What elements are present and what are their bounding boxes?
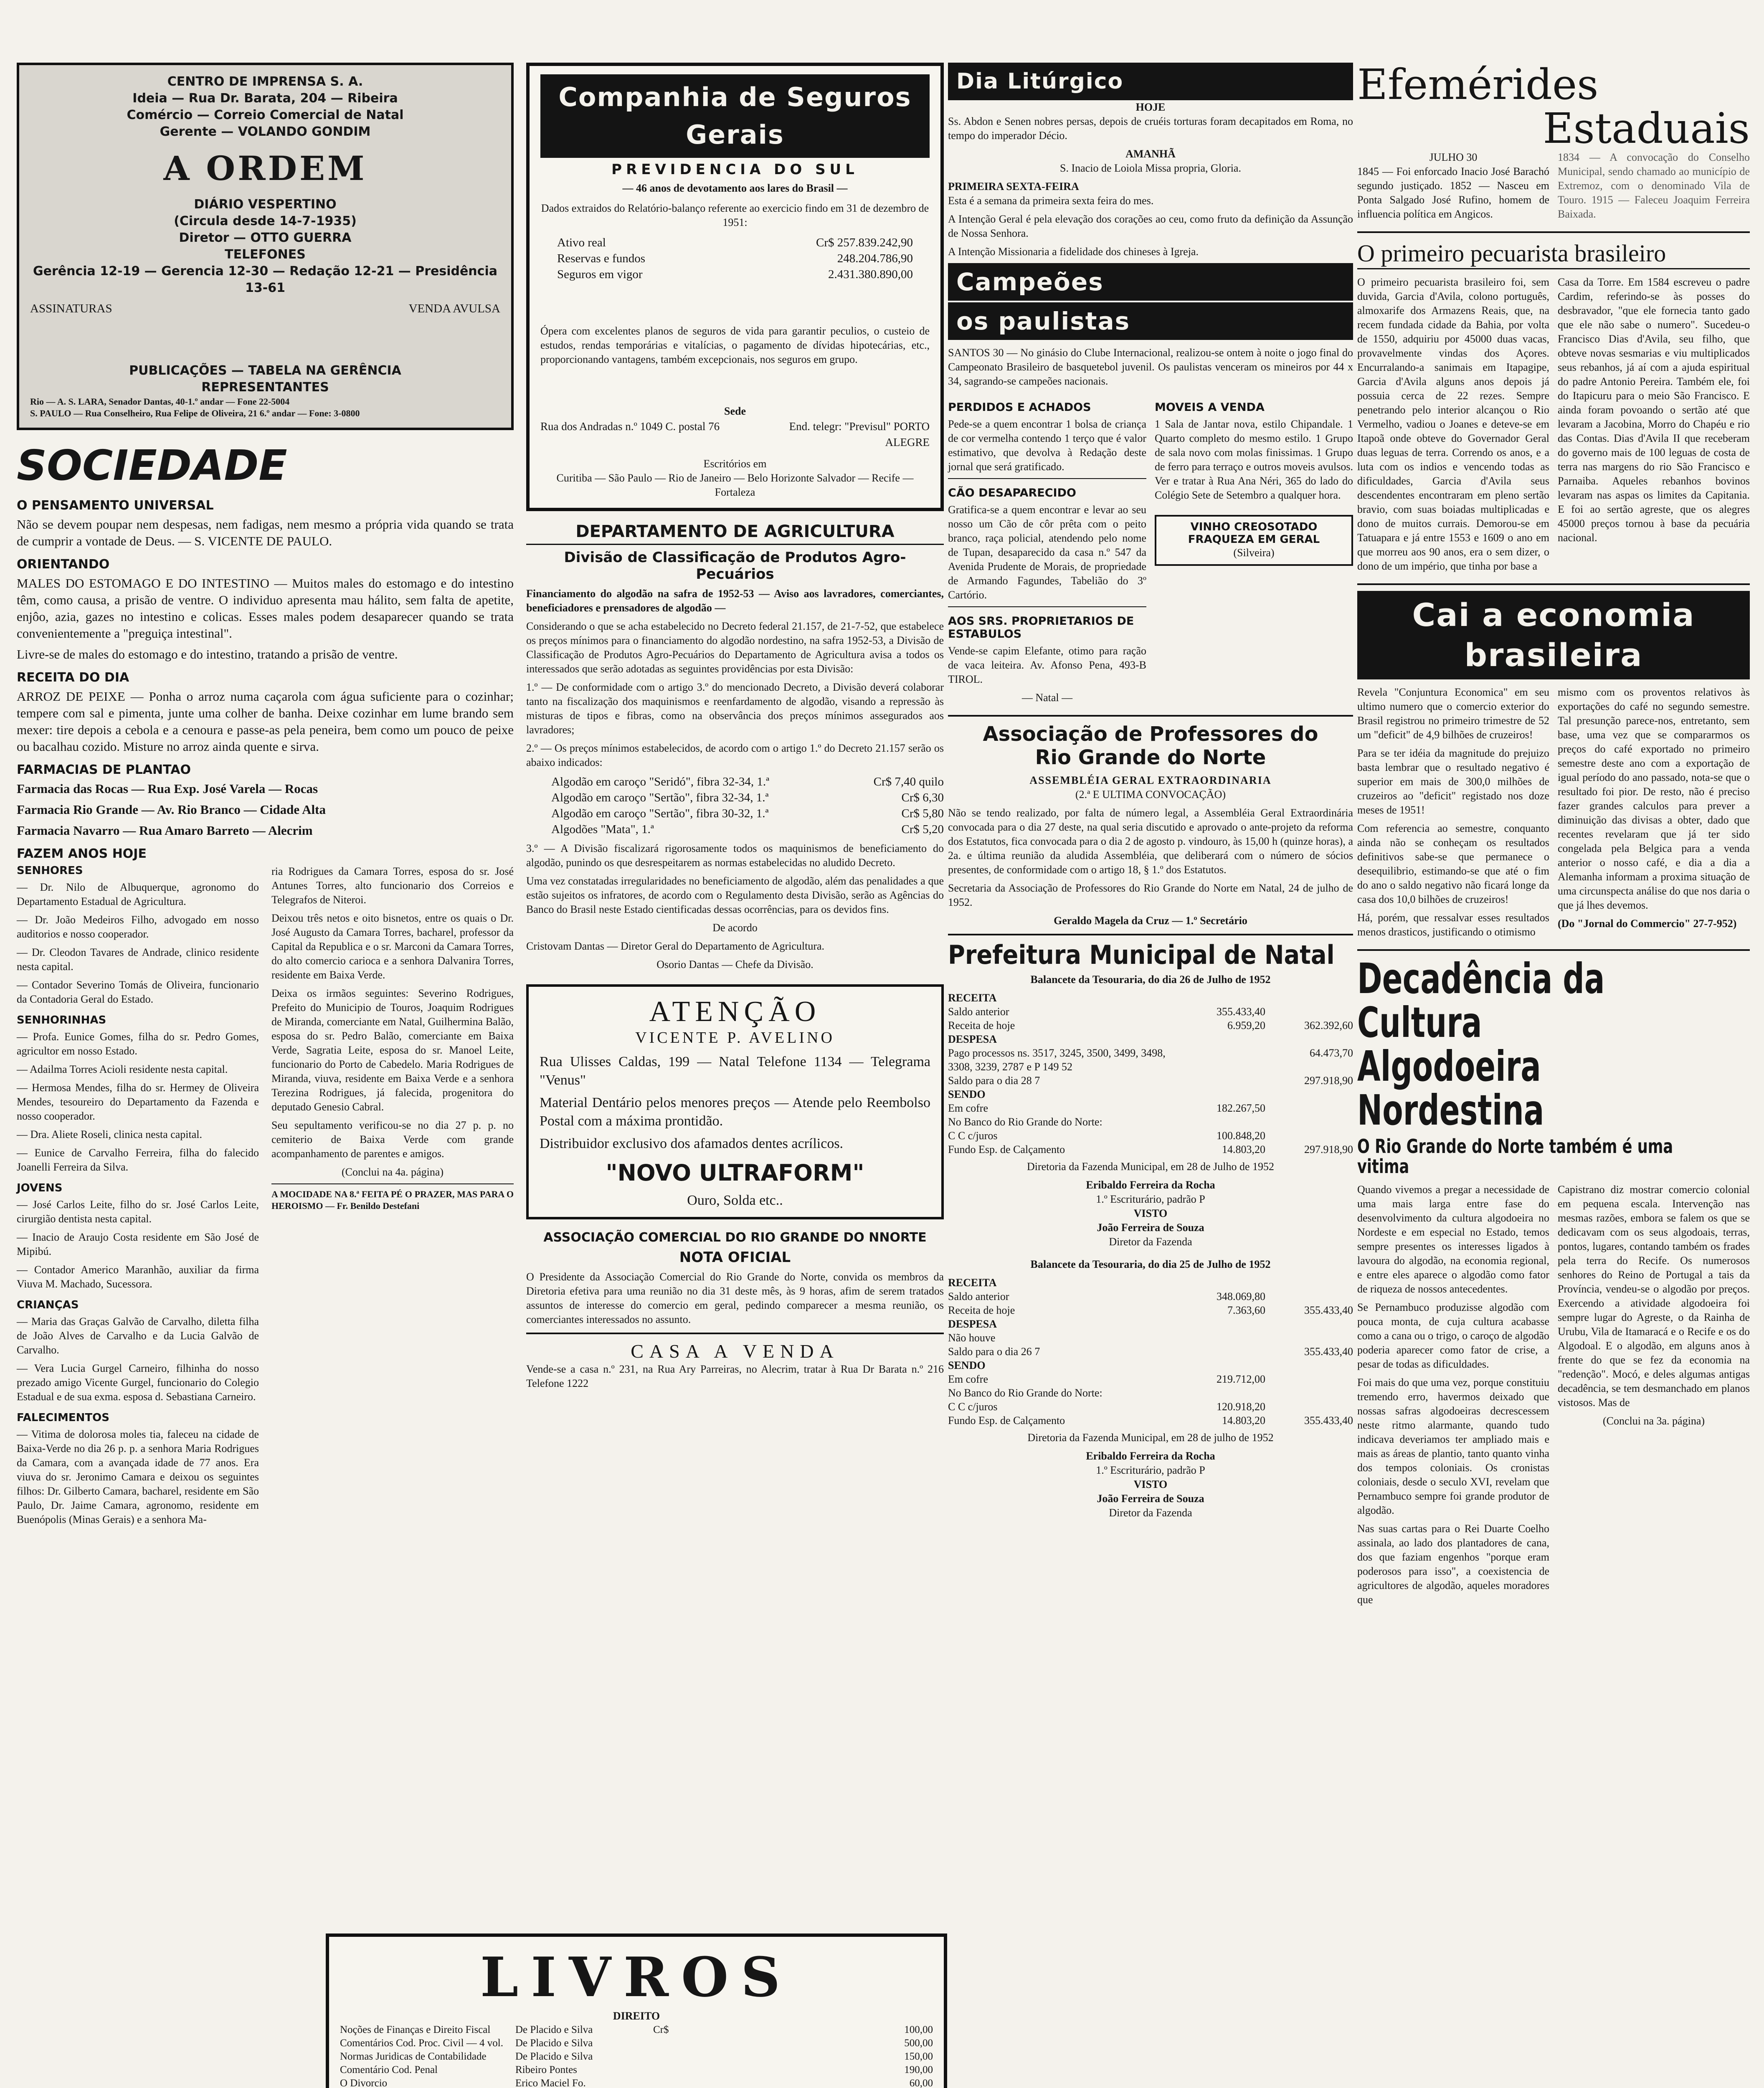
- venda-title: VENDA AVULSA: [408, 302, 500, 315]
- paragraph: Foi mais do que uma vez, porque constituiu tremendo erro, havermos deixado que nossas safras algodoeiras decrescessem neste ritmo alarmante, quando tudo indicava deveriamos ter ampliado mais e mais as áreas de plantio, tanto quanto vinha dos tempos coloniais. Os cronistas coloniais, desde o seculo XVI, revelam que Pernambuco sempre foi grande produtor de algodão.: [1357, 1376, 1549, 1516]
- campeoes-title: Campeões: [948, 263, 1353, 301]
- paragraph: Nas suas cartas para o Rei Duarte Coelho assinala, ao lado dos plantadores de cana, dos que faziam engenhos "porque eram poderosos para isso", a coexistencia de agricultores de algodão, aqueles moradores que: [1357, 1522, 1549, 1606]
- paragraph: Não se devem poupar nem despesas, nem fadigas, nem mesmo a própria vida quando se trata de cumprir a vontade de Deus. — S. VICENTE DE PAULO.: [17, 517, 514, 548]
- table-cell: DESPESA: [948, 1318, 997, 1330]
- pharmacy-item: Farmacia das Rocas — Rua Exp. José Varela — Rocas: [17, 781, 318, 796]
- table-cell: [1265, 1317, 1353, 1331]
- decadencia-sub: O Rio Grande do Norte também é uma vitima: [1357, 1135, 1673, 1178]
- table-row: [948, 1414, 1353, 1427]
- table-cell: 219.712,00: [1217, 1373, 1265, 1386]
- cai-economia-title: Cai a economia brasileira: [1357, 591, 1750, 679]
- signature: De acordo: [712, 922, 758, 934]
- atencao-text: Material Dentário pelos menores preços — Atende pelo Reembolso Postal com a máxima prontidão.: [540, 1095, 930, 1129]
- table-cell: Não houve: [948, 1332, 996, 1344]
- heading: FARMACIAS DE PLANTAO: [17, 763, 191, 777]
- table-row: [948, 1129, 1353, 1143]
- column-1: [17, 63, 514, 1531]
- table-cell: [1265, 1101, 1353, 1115]
- subheading: AMANHÃ: [1125, 148, 1176, 160]
- table-row: [948, 1276, 1353, 1290]
- paragraph: A Intenção Geral é pela elevação dos corações ao ceu, como fruto da definição da Assunção de Nossa Senhora.: [948, 213, 1353, 239]
- insurance-offices: Escritórios em: [703, 458, 767, 470]
- quote-box: A MOCIDADE NA 8.ª FEITA PÉ O PRAZER, MAS PARA O HEROISMO — Fr. Benildo Destefani: [271, 1189, 514, 1211]
- list-item: — Vitima de dolorosa moles tia, faleceu na cidade de Baixa-Verde no dia 26 p. p. a senhora Maria Rodrigues da Camara, com a avançada idade de 77 anos. Era viuva do sr. Jeronimo Camara e deixou os seguintes filhos: Dr. Gilberto Camara, bacharel, residente em São Paulo, Dr. Jaime Camara, agronomo, residente em Buenópolis (Minas Gerais) e a senhora Ma-: [17, 1428, 259, 1525]
- table-row: [948, 1358, 1353, 1372]
- paragraph: 1845 — Foi enforcado Inacio José Barachó segundo justiçado. 1852 — Nasceu em Ponta Salgado José Rufino, homem de influencia política em Angicos.: [1357, 165, 1549, 220]
- table-cell: Em cofre: [948, 1102, 988, 1115]
- signature: Diretor da Fazenda: [1109, 1507, 1192, 1519]
- list-item: — Eunice de Carvalho Ferreira, filha do falecido Joanelli Ferreira da Silva.: [17, 1147, 259, 1173]
- list-item: — Profa. Eunice Gomes, filha do sr. Pedro Gomes, agricultor em nosso Estado.: [17, 1031, 259, 1057]
- list-item: — Dr. Nilo de Albuquerque, agronomo do Departamento Estadual de Agricultura.: [17, 881, 259, 907]
- signature: VISTO: [1133, 1478, 1168, 1491]
- table-cell: 64.473,70: [1310, 1047, 1353, 1059]
- table-cell: [1265, 1129, 1353, 1143]
- table-row: [948, 1317, 1353, 1331]
- table-row: Ativo real Cr$ 257.839.242,90: [557, 236, 913, 249]
- list-item: — Hermosa Mendes, filha do sr. Hermey de Oliveira Mendes, tesoureiro do Departamento da Fazenda e nosso cooperador.: [17, 1082, 259, 1122]
- prof-title-2: Rio Grande do Norte: [1035, 746, 1266, 769]
- insurance-address: Rua dos Andradas n.º 1049 C. postal 76: [540, 420, 720, 433]
- efemerides-title: Efemérides: [1357, 60, 1599, 109]
- insurance-title: Companhia de Seguros Gerais: [540, 74, 930, 158]
- masthead-rep-line: Rio — A. S. LARA, Senador Dantas, 40-1.º andar — Fone 22-5004: [30, 396, 290, 407]
- paragraph: Considerando o que se acha estabelecido no Decreto federal 21.157, de 21-7-52, que estabelece os preços mínimos para o financiamento do algodão nordestino, na safra 1952-53, a Divisão de Classificação de Produtos Agro-Pecuários do Departamento de Agricultura avisa a todos os interessados que serão adotadas as seguintes providências por esta Divisão:: [526, 620, 944, 675]
- masthead-box: [17, 63, 514, 430]
- livros-ad: [326, 1933, 947, 2088]
- table-cell: 182.267,50: [1217, 1102, 1265, 1115]
- prof-title: Associação de Professores do: [983, 722, 1318, 746]
- table-cell: [1182, 1046, 1265, 1074]
- subheading: FALECIMENTOS: [17, 1411, 109, 1424]
- paragraph: Capistrano diz mostrar comercio colonial em pequena escala. Intervenção nas mesmas razões, embora se falem os que se dedicavam com os seus algodoais, terras, pontos, lugares, contando também os frades pela terra do Recife. Os numerosos senhores do Reino de Portugal a tais da Província, vendeu-se o algodão por preços. Exercendo a atividade algodoeira foi sempre lugar do Agreste, o da Rainha de Urubu, Vila de Itamaracá e o Recife e os do Algodoal. E o algodão, em alguns anos à frente do que se fez da economia na "redenção". Mocó, e deles algumas antigas decadência, se tem desmanchado em planos vistosos. Mas de: [1558, 1183, 1750, 1409]
- dept-sub: Divisão de Classificação de Produtos Agro-Pecuários: [564, 549, 906, 583]
- newspaper-name: A ORDEM: [163, 149, 367, 188]
- list-item: — Dra. Aliete Roseli, clinica nesta capital.: [17, 1128, 203, 1140]
- signature: Diretor da Fazenda: [1109, 1236, 1192, 1248]
- balancete-table-1: [948, 991, 1353, 1156]
- table-cell: [1265, 1400, 1353, 1414]
- prof-sub: ASSEMBLÉIA GERAL EXTRAORDINARIA: [1029, 774, 1272, 786]
- table-cell: [1182, 1358, 1265, 1372]
- paragraph: Secretaria da Associação de Professores do Rio Grande do Norte em Natal, 24 de julho de 1952.: [948, 882, 1353, 908]
- table-cell: 355.433,40: [1304, 1414, 1353, 1427]
- paragraph: Vende-se a casa n.º 231, na Rua Ary Parreiras, no Alecrim, tratar à Rua Dr Barata n.º 216 Telefone 1222: [526, 1363, 944, 1389]
- heading: CÃO DESAPARECIDO: [948, 487, 1076, 499]
- masthead-company: CENTRO DE IMPRENSA S. A.: [167, 74, 363, 89]
- list-item: — Vera Lucia Gurgel Carneiro, filhinha do nosso prezado amigo Vicente Gurgel, funcionario do Colegio Estadual e de sua exma. esposa d. Sebastiana Carneiro.: [17, 1362, 259, 1403]
- table-cell: SENDO: [948, 1359, 986, 1372]
- table-cell: Saldo para o dia 28 7: [948, 1074, 1040, 1087]
- table-cell: 14.803,20: [1222, 1414, 1265, 1427]
- price-row: Algodões "Mata", 1.ª Cr$ 5,20: [551, 823, 944, 836]
- table-row: Reservas e fundos 248.204.786,90: [557, 252, 913, 265]
- signature: Eribaldo Ferreira da Rocha: [1086, 1179, 1215, 1191]
- decadencia-title-2: Algodoeira Nordestina: [1357, 1042, 1544, 1135]
- masthead-rep: REPRESENTANTES: [201, 380, 329, 395]
- book-row: O Divorcio Erico Maciel Fo. 60,00: [340, 2078, 933, 2088]
- paragraph: A Intenção Missionaria a fidelidade dos chineses à Igreja.: [948, 246, 1199, 258]
- table-cell: SENDO: [948, 1088, 986, 1101]
- table-cell: [1265, 1276, 1353, 1290]
- atencao-name: VICENTE P. AVELINO: [635, 1029, 835, 1047]
- pharmacy-item: Farmacia Navarro — Rua Amaro Barreto — Alecrim: [17, 823, 313, 838]
- table-cell: [1265, 1005, 1353, 1019]
- column-4: [1357, 60, 1750, 1611]
- paragraph: Vende-se capim Elefante, otimo para ração de vaca leiteira. Av. Afonso Pena, 493-B TIROL.: [948, 645, 1146, 685]
- dia-liturgico-title: Dia Litúrgico: [948, 63, 1353, 100]
- masthead-tel-line: Gerência 12-19 — Gerencia 12-30 — Redação 12-21 — Presidência 13-61: [33, 264, 497, 295]
- table-row: [948, 1005, 1353, 1019]
- pharmacy-item: Farmacia Rio Grande — Av. Rio Branco — Cidade Alta: [17, 802, 326, 817]
- paragraph: Ss. Abdon e Senen nobres persas, depois de cruéis torturas foram decapitados em Roma, no tempo do imperador Décio.: [948, 115, 1353, 142]
- table-cell: 120.918,20: [1217, 1401, 1265, 1413]
- table-cell: 100.848,20: [1217, 1130, 1265, 1142]
- signature: João Ferreira de Souza: [1097, 1493, 1204, 1505]
- paragraph: Uma vez constatadas irregularidades no beneficiamento de algodão, além das penalidades a que estão sujeitos os infratores, de acordo com o Regulamento desta Divisão, serão as Agências do Banco do Brasil neste Estado cientificadas dessas ocorrências, para os devidos fins.: [526, 875, 944, 915]
- insurance-sede: Sede: [724, 405, 746, 417]
- efemerides-title-2: Estaduais: [1543, 104, 1750, 153]
- table-row: [948, 1372, 1353, 1386]
- table-cell: [1265, 1386, 1353, 1400]
- table-cell: Fundo Esp. de Calçamento: [948, 1143, 1065, 1156]
- heading: O PENSAMENTO UNIVERSAL: [17, 498, 214, 513]
- masthead-sub: DIÁRIO VESPERTINO: [194, 197, 337, 212]
- assin-title: ASSINATURAS: [30, 302, 112, 315]
- signature: Geraldo Magela da Cruz — 1.º Secretário: [1054, 915, 1247, 927]
- livros-title: LIVROS: [480, 1945, 793, 2009]
- decadencia-title: Decadência da Cultura: [1357, 954, 1605, 1047]
- table-cell: [1182, 991, 1265, 1005]
- paragraph: 1 Sala de Jantar nova, estilo Chipandale. 1 Quarto completo do mesmo estilo. 1 Grupo de sala novo com molas finissimas. 1 Grupo de ferro para terraço e outros moveis avulsos. Ver e tratar à Rua Ana Néri, 365 do lado do Colégio Sete de Setembro a qualquer hora.: [1155, 418, 1353, 501]
- table-row: [948, 1087, 1353, 1101]
- insurance-years: — 46 anos de devotamento aos lares do Brasil —: [622, 182, 848, 194]
- table-cell: [1265, 991, 1353, 1005]
- signature: Cristovam Dantas — Diretor Geral do Departamento de Agricultura.: [526, 940, 825, 952]
- balancete-title: Balancete da Tesouraria, do dia 26 de Julho de 1952: [1030, 973, 1271, 986]
- table-cell: RECEITA: [948, 992, 997, 1004]
- table-cell: DESPESA: [948, 1033, 997, 1046]
- table-cell: Saldo anterior: [948, 1290, 1009, 1303]
- masthead-pub: PUBLICAÇÕES — TABELA NA GERÊNCIA: [129, 363, 401, 378]
- table-cell: No Banco do Rio Grande do Norte:: [948, 1116, 1102, 1128]
- masthead-line: Ideia — Rua Dr. Barata, 204 — Ribeira: [132, 91, 398, 106]
- campeoes-title-2: os paulistas: [948, 302, 1353, 340]
- list-item: — Adailma Torres Acioli residente nesta capital.: [17, 1063, 228, 1075]
- assoc-title: ASSOCIAÇÃO COMERCIAL DO RIO GRANDE DO NNORTE: [543, 1230, 927, 1245]
- table-row: [948, 1032, 1353, 1046]
- paragraph: 1.º — De conformidade com o artigo 3.º do mencionado Decreto, a Divisão deverá colaborar tanto na fiscalização dos maquinismos e reenfardamento de algodão, visando a repressão às misturas de tipos e fibras, como na observância dos preços mínimos assegurados aos lavradores;: [526, 681, 944, 736]
- balancete-footer: Diretoria da Fazenda Municipal, em 28 de Julho de 1952: [1026, 1161, 1275, 1173]
- vinho-line: VINHO CREOSOTADO: [1190, 521, 1318, 533]
- table-cell: [1182, 1087, 1265, 1101]
- table-cell: [1265, 1290, 1353, 1303]
- table-cell: [1182, 1331, 1265, 1345]
- list-item: Deixou três netos e oito bisnetos, entre os quais o Dr. José Augusto da Camara Torres, bacharel, professor da Capital da Republica e o sr. Marconi da Camara Torres, do alto comercio carioca e a senhora Dalvanira Torres, residente em Baixa Verde.: [271, 912, 514, 981]
- table-cell: [1182, 1115, 1265, 1129]
- paragraph: 3.º — A Divisão fiscalizará rigorosamente todos os maquinismos de beneficiamento do algodão, punindo os que desrespeitarem as normas estabelecidas no aludido Decreto.: [526, 842, 944, 869]
- table-row: [948, 1143, 1353, 1156]
- column-3: [948, 63, 1353, 1520]
- vinho-line: FRAQUEZA EM GERAL: [1188, 533, 1320, 546]
- atencao-end: Ouro, Solda etc..: [687, 1193, 783, 1208]
- subheading: JOVENS: [17, 1182, 63, 1194]
- heading: PERDIDOS E ACHADOS: [948, 401, 1091, 414]
- atencao-ad: [526, 984, 944, 1219]
- insurance-ad: [526, 63, 944, 511]
- list-item: Seu sepultamento verificou-se no dia 27 p. p. no cemiterio de Baixa Verde com grande acompanhamento de parentes e amigos.: [271, 1119, 514, 1160]
- list-item: — Inacio de Araujo Costa residente em São José de Mipibú.: [17, 1231, 259, 1257]
- paragraph: — Natal —: [1021, 692, 1073, 704]
- paragraph: Livre-se de males do estomago e do intestino, tratando a prisão de ventre.: [17, 647, 398, 661]
- paragraph: Se Pernambuco produzisse algodão com pouca monta, de cuja cultura acabasse como a cana ou o trigo, o caroço de algodão poderia aparecer como fator de crise, a pesar de todas as dificuldades.: [1357, 1301, 1549, 1370]
- table-cell: 6.959,20: [1227, 1019, 1265, 1032]
- vinho-line: (Silveira): [1233, 547, 1275, 559]
- table-cell: C C c/juros: [948, 1130, 998, 1142]
- table-cell: Receita de hoje: [948, 1019, 1015, 1032]
- column-2: [526, 63, 944, 1395]
- paragraph: mismo com os proventos relativos às exportações do café no segundo semestre. Tal presunção parece-nos, entretanto, sem base, uma vez que se compararmos os preços do café exportado no primeiro semestre deste ano com a exportação de igual período do ano passado, nota-se que o resultado foi pior. De resto, não é preciso fazer grandes calculos para prever a diminuição das divisas a obter, dado que recentes revelaram que já ter sido congelada pela Belgica para a venda anterior o nosso café, e dia a dia a Alemanha informam a proxima situação de uma circunspecta análise do que nos daria o que já lhes devemos.: [1558, 686, 1750, 911]
- book-row: Noções de Finanças e Direito Fiscal De Placido e Silva Cr$ 100,00: [340, 2024, 933, 2035]
- table-row: [948, 991, 1353, 1005]
- table-cell: Em cofre: [948, 1373, 988, 1386]
- table-cell: [1265, 1331, 1353, 1345]
- table-cell: Receita de hoje: [948, 1304, 1015, 1317]
- table-cell: [1182, 1074, 1265, 1087]
- paragraph: MALES DO ESTOMAGO E DO INTESTINO — Muitos males do estomago e do intestino têm, como causa, a prisão de ventre. O individuo apresenta mau hálito, sem falta de apetite, enjôo, azia, gazes no intestino e colicas. Esses males podem desaparecer quando se trata convenientemente a "preguiça intestinal".: [17, 576, 514, 641]
- table-cell: Fundo Esp. de Calçamento: [948, 1414, 1065, 1427]
- table-cell: [1182, 1345, 1265, 1358]
- book-row: Normas Juridicas de Contabilidade De Placido e Silva 150,00: [340, 2051, 933, 2062]
- table-cell: C C c/juros: [948, 1401, 998, 1413]
- table-cell: 7.363,60: [1227, 1304, 1265, 1317]
- balancete-title: Balancete da Tesouraria, do dia 25 de Julho de 1952: [1030, 1258, 1271, 1271]
- heading: AOS SRS. PROPRIETARIOS DE ESTABULOS: [948, 615, 1134, 641]
- insurance-text: Ópera com excelentes planos de seguros de vida para garantir peculios, o custeio de estudos, rendas temporárias e vitalícias, o pagamento de dívidas hipotecárias, etc., proporcionando vantagens, também excepcionais, nos seguros em grupo.: [540, 325, 930, 365]
- section-title-sociedade: SOCIEDADE: [17, 441, 287, 490]
- masthead-director: Diretor — OTTO GUERRA: [179, 231, 352, 245]
- subheading: HOJE: [1135, 101, 1166, 113]
- subheading: PRIMEIRA SEXTA-FEIRA: [948, 180, 1079, 193]
- paragraph: Há, porém, que ressalvar esses resultados menos drasticos, justificando o otimismo: [1357, 912, 1549, 938]
- table-row: Seguros em vigor 2.431.380.890,00: [557, 268, 913, 281]
- prof-sub-2: (2.ª E ULTIMA CONVOCAÇÃO): [1075, 788, 1226, 801]
- signature: Osorio Dantas — Chefe da Divisão.: [656, 958, 814, 971]
- table-cell: Saldo anterior: [948, 1006, 1009, 1018]
- paragraph: 1834 — A convocação do Conselho Municipal, sendo chamado ao município de Extremoz, com o denominado Vila de Touro. 1915 — Faleceu Joaquim Ferreira Baixada.: [1558, 151, 1750, 220]
- table-cell: Pago processos ns. 3517, 3245, 3500, 3499, 3498, 3308, 3239, 2787 e P 149 52: [948, 1047, 1166, 1073]
- paragraph: Para se ter idéia da magnitude do prejuizo basta lembrar que o resultado negativo é superior em mais de 300,0 milhões de cruzeiros ao "deficit" registado nos doze meses de 1951!: [1357, 747, 1549, 816]
- assoc-sub: NOTA OFICIAL: [679, 1249, 791, 1266]
- table-cell: [1265, 1372, 1353, 1386]
- heading: ORIENTANDO: [17, 557, 110, 572]
- book-row: Comentários Cod. Proc. Civil — 4 vol. De Placido e Silva 500,00: [340, 2037, 933, 2049]
- subheading: SENHORES: [17, 864, 83, 877]
- prefeitura-title: Prefeitura Municipal de Natal: [948, 940, 1335, 970]
- table-cell: [1182, 1317, 1265, 1331]
- continued-note: (Conclui na 3a. página): [1602, 1414, 1705, 1427]
- paragraph: Não se tendo realizado, por falta de número legal, a Assembléia Geral Extraordinária convocada para o dia 27 deste, na qual seria discutido e aprovado o ante-projeto da reforma dos Estatutos, fica convocada para o dia 2 de agosto p. vindouro, às 15,00 h (quinze horas), a 2a. e última reunião da aludida Assembléia, que deliberará com o número de sócios presentes, de conformidade com o artigo 18, § 1.º dos Estatutos.: [948, 807, 1353, 876]
- pecuarista-title: O primeiro pecuarista brasileiro: [1357, 239, 1750, 269]
- paragraph: Gratifica-se a quem encontrar e levar ao seu nosso um Cão de côr prêta com o peito branco, raça policial, atendendo pelo nome de Tupan, desaparecido da casa n.º 547 da Avenida Prudente de Morais, de propriedade de Armando Fagundes, Tabelião do 3º Cartório.: [948, 504, 1146, 601]
- table-cell: 14.803,20: [1222, 1143, 1265, 1156]
- table-row: [948, 1386, 1353, 1400]
- subheading: SENHORINHAS: [17, 1014, 106, 1026]
- table-cell: No Banco do Rio Grande do Norte:: [948, 1387, 1102, 1399]
- casa-title: CASA A VENDA: [631, 1340, 839, 1362]
- balancete-table-2: [948, 1276, 1353, 1427]
- table-cell: [1182, 1276, 1265, 1290]
- insurance-cities: Curitiba — São Paulo — Rio de Janeiro — Belo Horizonte Salvador — Recife — Fortaleza: [556, 472, 914, 498]
- table-row: [948, 1290, 1353, 1303]
- table-cell: [1265, 1358, 1353, 1372]
- signature: VISTO: [1133, 1207, 1168, 1220]
- table-row: [948, 1019, 1353, 1032]
- signature: João Ferreira de Souza: [1097, 1221, 1204, 1234]
- table-cell: 297.918,90: [1304, 1074, 1353, 1087]
- table-cell: RECEITA: [948, 1277, 997, 1289]
- paragraph: ARROZ DE PEIXE — Ponha o arroz numa caçarola com água suficiente para o cozinhar; tempere com sal e pimenta, junte uma colher de banha. Deixe cozinhar em lume brando sem mexer: tire depois a cebola e a cenoura e passe-as pela peneira, bem como um pouco de peixe ou bacalhau cozido. Misture no arroz ainda quente e sirva.: [17, 689, 514, 754]
- paragraph: S. Inacio de Loiola Missa propria, Gloria.: [1060, 162, 1241, 174]
- dept-title: DEPARTAMENTO DE AGRICULTURA: [526, 522, 944, 545]
- paragraph: Casa da Torre. Em 1584 escreveu o padre Cardim, referindo-se às posses do desbravador, "que ele fornecia tanto gado que ele não sabe o numero". Sucedeu-o Francisco Dias d'Avila, seu filho, que obteve novas sesmarias e viu multiplicados seus rebanhos, já aí com a ajuda espiritual do padre Antonio Pereira. Também ele, foi do Itapicuru para o meio São Francisco. E ainda foram povoando o sertão até que levaram a Jacobina, Morro do Chapéu e rio das Contas. Dias d'Avila II que receberam do governo mais de 100 leguas de costa de terra nas margens do rio São Francisco e Parnaiba. Aqueles rebanhos bovinos levaram nas aspas os limites da Capitania. E foi ao sertão agreste, que os alegres 45000 preços tornou à base da pecuária nacional.: [1558, 276, 1750, 544]
- paragraph: Pede-se a quem encontrar 1 bolsa de criança de cor vermelha contendo 1 terço que é valor estimativo, que devolva à Redação deste jornal que será gratificado.: [948, 418, 1146, 473]
- list-item: — Contador Severino Tomás de Oliveira, funcionario da Contadoria Geral do Estado.: [17, 979, 259, 1005]
- table-cell: 362.392,60: [1304, 1019, 1353, 1032]
- price-row: Algodão em caroço "Sertão", fibra 30-32, 1.ª Cr$ 5,80: [551, 807, 944, 820]
- table-cell: 297.918,90: [1304, 1143, 1353, 1156]
- table-row: [948, 1101, 1353, 1115]
- table-cell: Saldo para o dia 26 7: [948, 1346, 1040, 1358]
- list-item: — Dr. Cleodon Tavares de Andrade, clinico residente nesta capital.: [17, 946, 259, 973]
- paragraph: Revela "Conjuntura Economica" em seu ultimo numero que o comercio exterior do Brasil registrou no primeiro trimestre de 52 um "deficit" de 4,9 bilhões de cruzeiros!: [1357, 686, 1549, 741]
- table-cell: [1265, 1087, 1353, 1101]
- table-row: [948, 1400, 1353, 1414]
- price-row: Algodão em caroço "Seridó", fibra 32-34, 1.ª Cr$ 7,40 quilo: [551, 775, 944, 788]
- table-cell: [1182, 1386, 1265, 1400]
- table-row: [948, 1046, 1353, 1074]
- table-row: [948, 1303, 1353, 1317]
- heading: FAZEM ANOS HOJE: [17, 846, 147, 861]
- list-item: Deixa os irmãos seguintes: Severino Rodrigues, Prefeito do Municipio de Touros, Joaquim Rodrigues de Miranda, comerciante em Natal, Guilhermina Balão, esposa do sr. Pedro Balão, comerciante em Baixa Verde, Sagratia Leite, esposa do sr. Manoel Leite, funcionario do Porto de Cabedelo. Maria Rodrigues de Miranda, viuva, residente em Baixa Verde e a senhora Terezina Rodrigues, já falecida, progenitora do deputado Genesio Cabral.: [271, 987, 514, 1113]
- insurance-telegram: End. telegr: "Previsul" PORTO ALEGRE: [789, 420, 930, 449]
- masthead-line: Comércio — Correio Comercial de Natal: [127, 108, 404, 122]
- book-row: Comentário Cod. Penal Ribeiro Pontes 190,00: [340, 2064, 933, 2075]
- paragraph: O Presidente da Associação Comercial do Rio Grande do Norte, convida os membros da Diretoria efetiva para uma reunião no dia 31 deste mês, às 9 horas, afim de serem tratados assuntos de interesse do comercio em geral, pedindo comparecer a mesma reunião, os comerciantes interessados no assunto.: [526, 1271, 944, 1325]
- atencao-text: Distribuidor exclusivo dos afamados dentes acrílicos.: [540, 1136, 844, 1151]
- paragraph: Esta é a semana da primeira sexta feira do mes.: [948, 195, 1154, 207]
- atencao-title: ATENÇÃO: [649, 996, 821, 1028]
- list-item: ria Rodrigues da Camara Torres, esposa do sr. José Antunes Torres, alto funcionario dos Correios e Telegrafos de Niteroi.: [271, 865, 514, 906]
- source-note: (Do "Jornal do Commercio" 27-7-952): [1558, 917, 1737, 930]
- dept-lead: Financiamento do algodão na safra de 1952-53 — Aviso aos lavradores, comerciantes, beneficiadores e prensadores de algodão —: [526, 588, 944, 614]
- heading: MOVEIS A VENDA: [1155, 401, 1265, 414]
- signature: 1.º Escriturário, padrão P: [1096, 1193, 1205, 1206]
- paragraph: 2.º — Os preços mínimos estabelecidos, de acordo com o artigo 1.º do Decreto 21.157 serão os abaixo indicados:: [526, 742, 944, 768]
- table-cell: 355.433,40: [1304, 1346, 1353, 1358]
- table-cell: [1265, 1032, 1353, 1046]
- continued-note: (Conclui na 4a. página): [341, 1166, 444, 1178]
- list-item: — Maria das Graças Galvão de Carvalho, diletta filha de João Alves de Carvalho e da Lucia Galvão de Carvalho.: [17, 1315, 259, 1356]
- efemerides-date: JULHO 30: [1429, 151, 1478, 163]
- masthead-line: Gerente — VOLANDO GONDIM: [160, 124, 371, 139]
- table-cell: [1182, 1032, 1265, 1046]
- balancete-footer: Diretoria da Fazenda Municipal, em 28 de julho de 1952: [1027, 1432, 1274, 1444]
- list-item: — Dr. João Medeiros Filho, advogado em nosso auditorios e nosso cooperador.: [17, 914, 259, 940]
- signature: Eribaldo Ferreira da Rocha: [1086, 1450, 1215, 1462]
- category-title: DIREITO: [613, 2010, 660, 2022]
- list-item: — Contador Americo Maranhão, auxiliar da firma Viuva M. Machado, Sucessora.: [17, 1264, 259, 1290]
- insurance-intro: Dados extraidos do Relatório-balanço referente ao exercicio findo em 31 de dezembro de 1951:: [541, 202, 929, 228]
- subheading: CRIANÇAS: [17, 1299, 79, 1311]
- signature: 1.º Escriturário, padrão P: [1096, 1464, 1205, 1477]
- table-cell: [1265, 1115, 1353, 1129]
- atencao-address: Rua Ulisses Caldas, 199 — Natal Telefone 1134 — Telegrama "Venus": [540, 1054, 930, 1088]
- table-cell: 355.433,40: [1217, 1006, 1265, 1018]
- list-item: — José Carlos Leite, filho do sr. José Carlos Leite, cirurgião dentista nesta capital.: [17, 1199, 259, 1225]
- table-cell: 355.433,40: [1304, 1304, 1353, 1317]
- table-row: [948, 1074, 1353, 1087]
- heading: RECEITA DO DIA: [17, 670, 129, 685]
- table-row: [948, 1115, 1353, 1129]
- insurance-sub: PREVIDENCIA DO SUL: [611, 161, 859, 178]
- atencao-brand: "NOVO ULTRAFORM": [606, 1160, 864, 1186]
- paragraph: Quando vivemos a pregar a necessidade de uma mais larga entre fase do desenvolvimento da cultura algodoeira no Nordeste e em especial no Estado, temos sempre presentes os interesses ligados à lavoura do algodão, na economia regional, e entre eles aparece o algodão como fator de riqueza de nossos antecedentes.: [1357, 1183, 1549, 1295]
- table-row: [948, 1345, 1353, 1358]
- paragraph: SANTOS 30 — No ginásio do Clube Internacional, realizou-se ontem à noite o jogo final do Campeonato Brasileiro de basquetebol juvenil. Os paulistas venceram os mineiros por 44 x 34, sagrando-se campeões nacionais.: [948, 347, 1353, 387]
- masthead-rep-line: S. PAULO — Rua Conselheiro, Rua Felipe de Oliveira, 21 6.º andar — Fone: 3-0800: [30, 408, 360, 418]
- table-cell: 348.069,80: [1217, 1290, 1265, 1303]
- paragraph: O primeiro pecuarista brasileiro foi, sem duvida, Garcia d'Avila, colono português, almoxarife dos Armazens Reais, que, na recem fundada cidade da Bahia, por volta de 1550, adquiriu por 45000 duas vacas, provavelmente vindas dos Açores. Encurralando-a sanimais em Itapagipe, Garcia d'Avila alguns anos depois já possuia cerca de 22 rezes. Sempre penetrando pelo interior alcançou o Rio Vermelho, vadiou o Joanes e deteve-se em Itapoã onde obteve do Governador Geral duas leguas de terra. Correndo os anos, e a luta com os indios e vencendo todas as dificuldades, Garcia d'Avila seus descendentes encontraram em pleno sertão bravio, com suas boiadas multiplicadas e dono de muitos currais. Demorou-se em Tatuapara e já entre 1553 e 1609 o ano em que morreu aos 90 anos, era o sem dizer, o dono de um império, que tinha por base a: [1357, 276, 1549, 572]
- table-row: [948, 1331, 1353, 1345]
- price-row: Algodão em caroço "Sertão", fibra 32-34, 1.ª Cr$ 6,30: [551, 791, 944, 804]
- paragraph: Com referencia ao semestre, conquanto ainda não se conheçam os resultados definitivos sabe-se que permanece o desequilibrio, estimando-se que até o fim do ano o saldo negativo não ficará longe da casa dos 10,0 bilhões de cruzeiros!: [1357, 822, 1549, 905]
- masthead-sub: (Circula desde 14-7-1935): [174, 214, 357, 228]
- birthdays-columns: [17, 864, 514, 1531]
- masthead-tel-title: TELEFONES: [225, 247, 306, 262]
- vinho-ad: [1155, 515, 1353, 566]
